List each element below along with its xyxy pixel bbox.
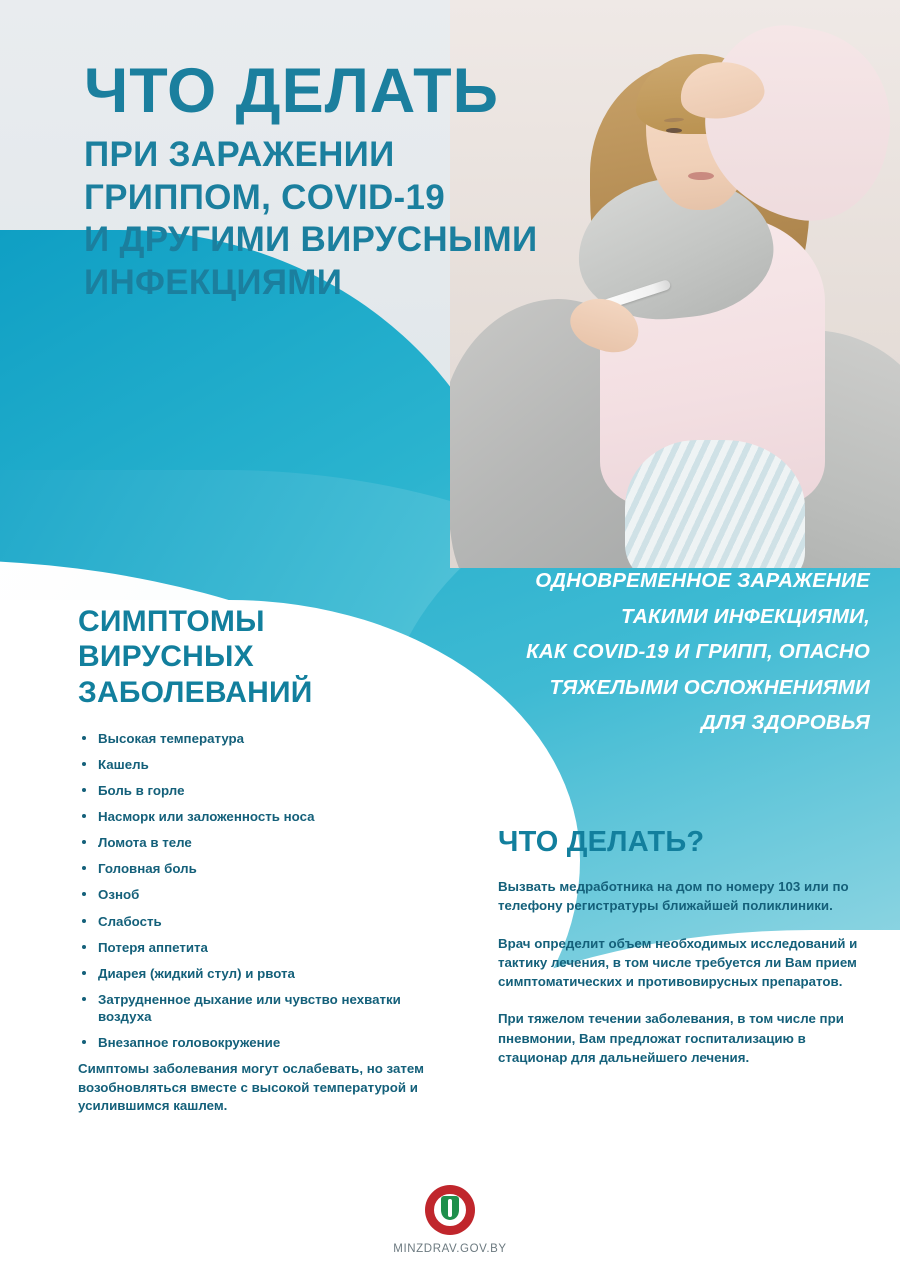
page-subtitle-line-4: ИНФЕКЦИЯМИ — [84, 262, 343, 302]
footer-website-url: MINZDRAV.GOV.BY — [393, 1243, 507, 1255]
list-item: Потеря аппетита — [78, 939, 438, 957]
list-item: Боль в горле — [78, 782, 438, 800]
list-item: Озноб — [78, 886, 438, 904]
symptoms-note: Симптомы заболевания могут ослабевать, но затем возобновляться вместе с высокой температурой и усилившимся кашлем. — [78, 1061, 424, 1113]
what-to-do-section — [498, 826, 872, 1085]
list-item: Головная боль — [78, 860, 438, 878]
list-item: Затрудненное дыхание или чувство нехватки воздуха — [78, 991, 438, 1026]
list-item: Диарея (жидкий стул) и рвота — [78, 965, 438, 983]
warning-banner — [432, 566, 872, 744]
list-item: Ломота в теле — [78, 834, 438, 852]
warning-banner-line: ТАКИМИ ИНФЕКЦИЯМИ, — [621, 604, 870, 628]
symptoms-heading: СИМПТОМЫ ВИРУСНЫХ ЗАБОЛЕВАНИЙ — [78, 605, 313, 709]
what-to-do-paragraph: Врач определит объем необходимых исследований и тактику лечения, в том числе требуется ли Вам прием симптоматических и противовирусных препаратов. — [498, 935, 858, 990]
what-to-do-paragraph: Вызвать медработника на дом по номеру 103 или по телефону регистратуры ближайшей поликлиники. — [498, 879, 849, 914]
page-title: ЧТО ДЕЛАТЬ — [84, 56, 499, 126]
list-item: Насморк или заложенность носа — [78, 808, 438, 826]
logo-snake-icon — [448, 1199, 452, 1217]
symptoms-section — [78, 604, 438, 1115]
what-to-do-heading: ЧТО ДЕЛАТЬ? — [498, 826, 705, 858]
symptoms-list — [78, 730, 438, 1052]
warning-banner-line: ДЛЯ ЗДОРОВЬЯ — [701, 711, 870, 735]
ministry-of-health-logo-icon — [425, 1185, 475, 1235]
photo-eye-left — [666, 128, 682, 133]
list-item: Слабость — [78, 913, 438, 931]
page-subtitle-line-3: И ДРУГИМИ ВИРУСНЫМИ — [84, 220, 538, 260]
warning-banner-line: ТЯЖЕЛЫМИ ОСЛОЖНЕНИЯМИ — [549, 675, 870, 699]
list-item: Кашель — [78, 756, 438, 774]
page-subtitle-line-2: ГРИППОМ, COVID-19 — [84, 177, 446, 217]
list-item: Внезапное головокружение — [78, 1034, 438, 1052]
page-subtitle — [84, 134, 604, 305]
what-to-do-paragraph: При тяжелом течении заболевания, в том числе при пневмонии, Вам предложат госпитализацию в стационар для дальнейшего лечения. — [498, 1011, 844, 1065]
warning-banner-line: ОДНОВРЕМЕННОЕ ЗАРАЖЕНИЕ — [535, 569, 870, 592]
headline-block — [84, 56, 604, 305]
warning-banner-line: КАК COVID-19 И ГРИПП, ОПАСНО — [526, 640, 870, 664]
photo-pajama-pants — [625, 440, 805, 568]
photo-mouth — [688, 172, 714, 180]
footer — [0, 1185, 900, 1255]
page-subtitle-line-1: ПРИ ЗАРАЖЕНИИ — [84, 134, 395, 174]
list-item: Высокая температура — [78, 730, 438, 748]
